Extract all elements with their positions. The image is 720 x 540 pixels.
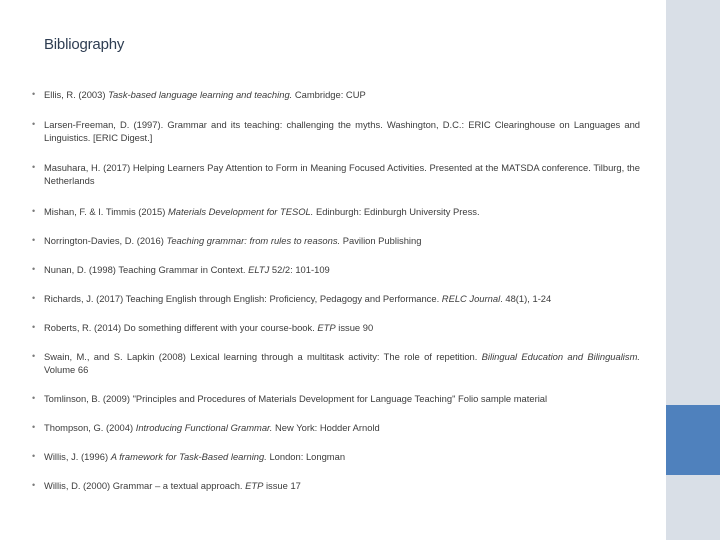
list-item: • Norrington-Davies, D. (2016) Teaching grammar: from rules to reasons. Pavilion Publishing [32, 235, 422, 246]
list-item: • Roberts, R. (2014) Do something different with your course-book. ETP issue 90 [32, 322, 374, 333]
side-bar-accent-block [666, 405, 720, 475]
list-item: • Richards, J. (2017) Teaching English through English: Proficiency, Pedagogy and Performance. RELC Journal. 48(1), 1-24 [32, 293, 552, 304]
list-item: • Tomlinson, B. (2009) "Principles and Procedures of Materials Development for Language Teaching" Folio sample material [32, 393, 548, 404]
list-item: • Ellis, R. (2003) Task-based language learning and teaching. Cambridge: CUP [32, 89, 366, 100]
bullet: • [32, 89, 36, 99]
page-title: Bibliography [44, 36, 125, 53]
bullet: • [32, 393, 36, 403]
bullet: • [32, 422, 36, 432]
bullet: • [32, 351, 36, 361]
bullet: • [32, 235, 36, 245]
bullet: • [32, 206, 36, 216]
bullet: • [32, 293, 36, 303]
bullet: • [32, 451, 36, 461]
bullet: • [32, 264, 36, 274]
list-item: • Nunan, D. (1998) Teaching Grammar in Context. ELTJ 52/2: 101-109 [32, 264, 330, 275]
bullet: • [32, 480, 36, 490]
list-item: • Thompson, G. (2004) Introducing Functional Grammar. New York: Hodder Arnold [32, 422, 380, 433]
list-item: • Willis, D. (2000) Grammar – a textual approach. ETP issue 17 [32, 480, 301, 491]
list-item: • Masuhara, H. (2017) Helping Learners Pay Attention to Form in Meaning Focused Activities. Presented at the MATSDA conference. Tilburg, the Netherlands [32, 162, 640, 186]
list-item: • Willis, J. (1996) A framework for Task-Based learning. London: Longman [32, 451, 346, 462]
bullet: • [32, 162, 36, 172]
list-item: • Larsen-Freeman, D. (1997). Grammar and its teaching: challenging the myths. Washington, D.C.: ERIC Clearinghouse on Languages and Linguistics. [ERIC Digest.] [32, 119, 640, 143]
list-item: • Mishan, F. & I. Timmis (2015) Materials Development for TESOL. Edinburgh: Edinburgh University Press. [32, 206, 480, 217]
bullet: • [32, 119, 36, 129]
bullet: • [32, 322, 36, 332]
list-item: • Swain, M., and S. Lapkin (2008) Lexical learning through a multitask activity: The role of repetition. Bilingual Education and Bilingualism. Volume 66 [32, 351, 640, 375]
